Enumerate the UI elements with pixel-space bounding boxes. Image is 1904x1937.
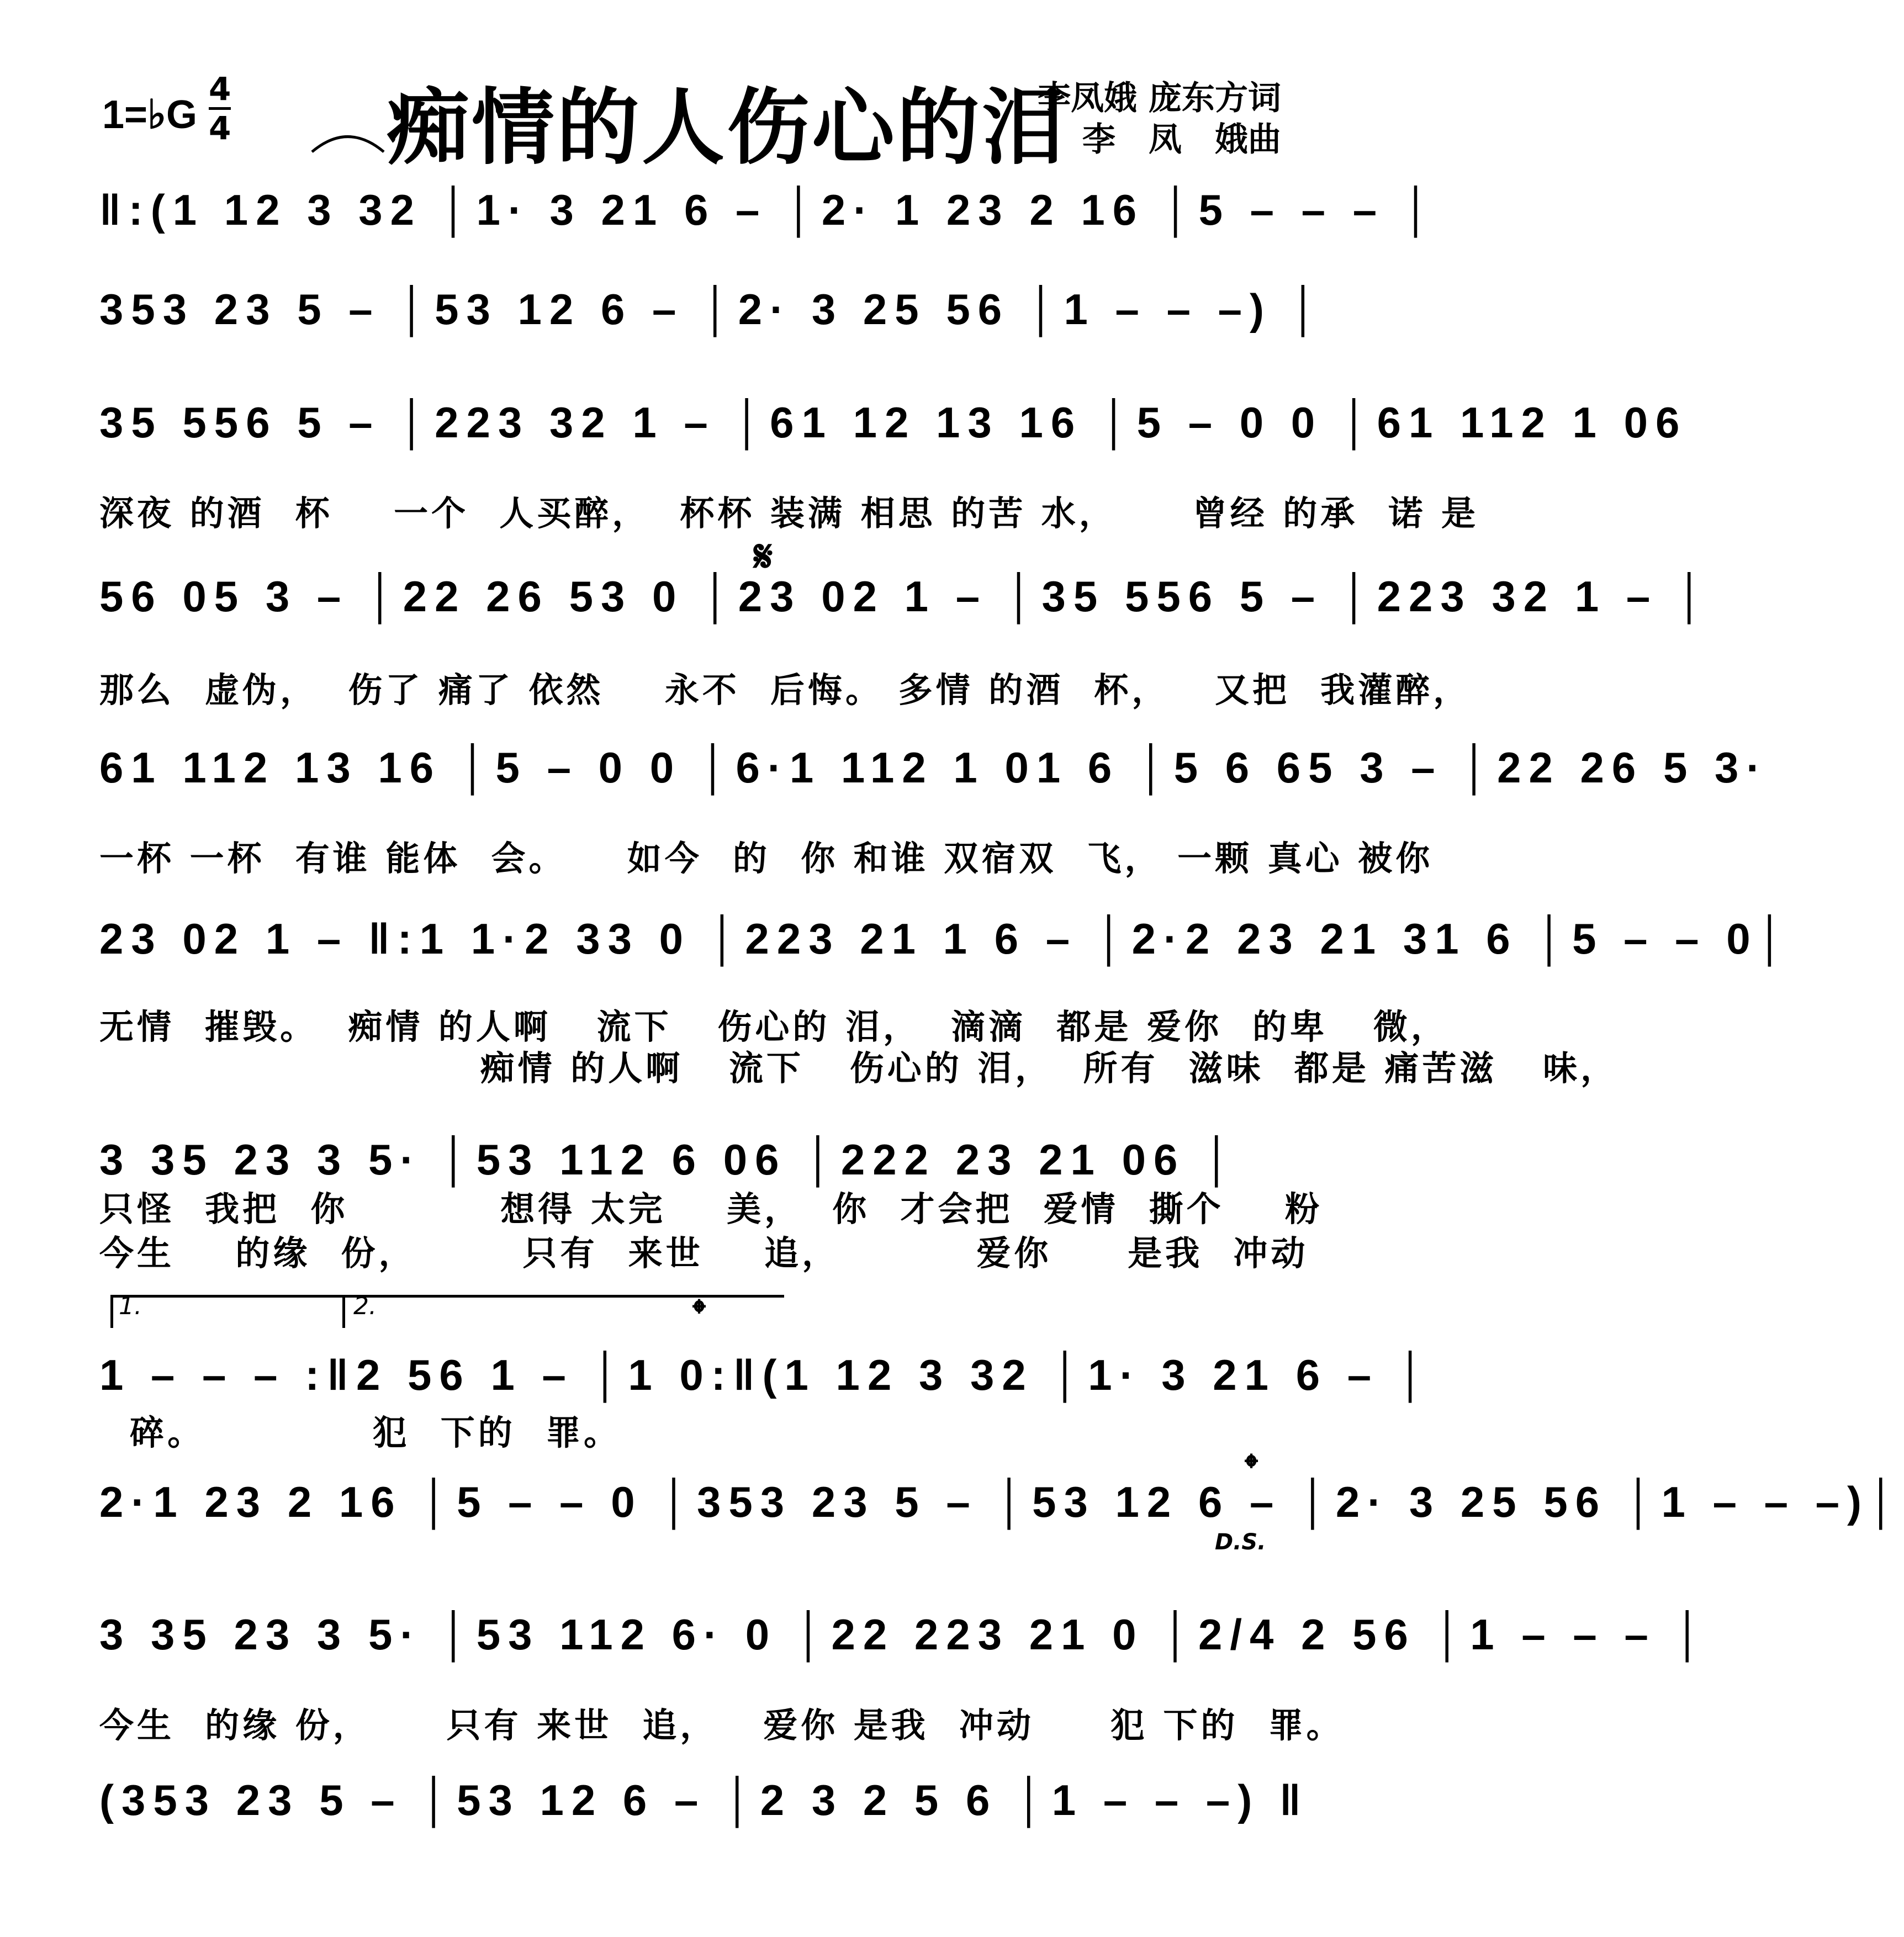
slur-mark bbox=[309, 127, 387, 155]
volta-first-label: 1. bbox=[119, 1292, 142, 1320]
ds-label: D.S. bbox=[1215, 1530, 1266, 1555]
score-row-10: 3 35 23 3 5· │53 112 6· 0 │22 223 21 0 │2/4 2 56 │1 – – – │ bbox=[99, 1610, 1711, 1659]
volta-first-bracket bbox=[110, 1295, 113, 1328]
score-row-5: 61 112 13 16 │5 – 0 0 │6·1 112 1 01 6 │5 6 65 3 – │22 26 5 3· bbox=[99, 743, 1769, 792]
score-row-3: 35 556 5 – │223 32 1 – │61 12 13 16 │5 – 0 0 │61 112 1 06 bbox=[99, 398, 1688, 447]
segno-sign: 𝄋 bbox=[754, 530, 773, 582]
composer-credit: 李 凤 娥曲 bbox=[1082, 120, 1281, 159]
lyric-row-6a: 无情 摧毁。 痴情 的人啊 流下 伤心的 泪， 滴滴 都是 爱你 的卑 微， bbox=[99, 1007, 1448, 1047]
lyric-row-8: 碎。 犯 下的 罪。 bbox=[99, 1412, 621, 1453]
score-row-6: 23 02 1 – ‖:1 1·2 33 0 │223 21 1 6 – │2·2 23 21 31 6 │5 – – 0│ bbox=[99, 914, 1793, 963]
lyric-row-7b: 今生 的缘 份， 只有 来世 追， 爱你 是我 冲动 bbox=[99, 1233, 1309, 1273]
volta-line bbox=[110, 1295, 784, 1298]
score-row-7: 3 35 23 3 5· │53 112 6 06 │222 23 21 06 │ bbox=[99, 1135, 1240, 1184]
score-row-8: 1 – – – :‖2 56 1 – │1 0:‖(1 12 3 32 │1· 3 21 6 – │ bbox=[99, 1351, 1434, 1399]
lyric-row-6b: 痴情 的人啊 流下 伤心的 泪， 所有 滋味 都是 痛苦滋 味， bbox=[99, 1048, 1619, 1088]
lyric-row-4: 那么 虚伪， 伤了 痛了 依然 永不 后悔。 多情 的酒 杯， 又把 我灌醉， bbox=[99, 670, 1471, 710]
volta-second-label: 2. bbox=[353, 1292, 377, 1320]
lyric-row-10: 今生 的缘 份， 只有 来世 追， 爱你 是我 冲动 犯 下的 罪。 bbox=[99, 1705, 1344, 1745]
key-signature: 1=♭G bbox=[102, 93, 198, 137]
score-row-9: 2·1 23 2 16 │5 – – 0 │353 23 5 – │53 12 6 – │2· 3 25 56 │1 – – –)│ bbox=[99, 1478, 1904, 1526]
lyric-row-3: 深夜 的酒 杯 一个 人买醉， 杯杯 装满 相思 的苦 水， 曾经 的承 诺 是 bbox=[99, 493, 1479, 533]
lyric-row-5: 一杯 一杯 有谁 能体 会。 如今 的 你 和谁 双宿双 飞， 一颗 真心 被你 bbox=[99, 838, 1434, 878]
score-row-1: ‖:(1 12 3 32 │1· 3 21 6 – │2· 1 23 2 16 │5 – – – │ bbox=[99, 186, 1439, 234]
coda-sign: 𝄌 bbox=[693, 1292, 706, 1333]
lyricist-credit: 李凤娥 庞东方词 bbox=[1038, 79, 1281, 118]
time-signature bbox=[209, 71, 231, 146]
song-title: 痴情的人伤心的泪 bbox=[387, 80, 1067, 176]
volta-second-bracket bbox=[342, 1295, 345, 1328]
score-row-11: (353 23 5 – │53 12 6 – │2 3 2 5 6 │1 – – –) ‖ bbox=[99, 1776, 1309, 1824]
time-signature-bottom: 4 bbox=[209, 109, 231, 147]
score-row-2: 353 23 5 – │53 12 6 – │2· 3 25 56 │1 – – –) │ bbox=[99, 285, 1326, 334]
score-row-4: 56 05 3 – │22 26 53 0 │23 02 1 – │35 556 5 – │223 32 1 – │ bbox=[99, 572, 1712, 621]
coda-sign-end: 𝄌 bbox=[1245, 1447, 1258, 1488]
time-signature-top: 4 bbox=[209, 70, 231, 108]
lyric-row-7a: 只怪 我把 你 想得 太完 美， 你 才会把 爱情 撕个 粉 bbox=[99, 1189, 1323, 1229]
